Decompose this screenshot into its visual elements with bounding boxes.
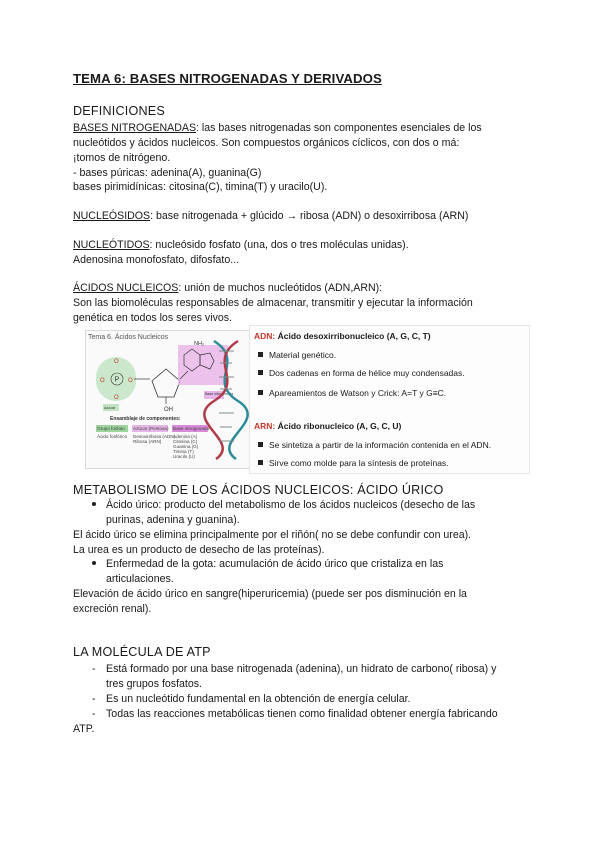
meta-bullet1-text-1: Ácido úrico: producto del metabolismo de los ácidos nucleicos (desecho de las [106, 499, 476, 511]
meta-text-2: La urea es un producto de desecho de las proteínas). [73, 544, 325, 556]
phosphate-o-top: O [114, 359, 119, 365]
sugar-label: Azúcar [104, 406, 116, 410]
adn-item-0 [258, 349, 336, 361]
meta-text-1: El ácido úrico se elimina principalmente por el riñón( no se debe confundir con urea). [73, 529, 472, 541]
meta-text-4: excreción renal). [73, 603, 152, 615]
meta-bullet1-text-2: purinas, adenina y guanina). [106, 514, 240, 526]
bases-text-2: nucleótidos y ácidos nucleicos. Son compuestos orgánicos cíclicos, con dos o má: [73, 137, 460, 149]
col2-val-1: Ribosa (ARN) [133, 439, 162, 444]
square-bullet-icon [258, 460, 263, 465]
atp-item3-text: Todas las reacciones metabólicas tienen como finalidad obtener energía fabricando [106, 708, 498, 720]
nucleosidos-line [73, 209, 468, 224]
bases-text-4: - bases púricas: adenina(A), guanina(G) [73, 167, 262, 179]
page-title: TEMA 6: BASES NITROGENADAS Y DERIVADOS [73, 71, 382, 86]
adn-title: Ácido desoxirribonucleico (A, G, C, T) [275, 331, 431, 341]
arn-item-1 [258, 457, 449, 469]
phosphate-o-bottom: O [114, 395, 119, 401]
col3-val-4: Uracilo (U) [173, 454, 195, 459]
meta-text-3: Elevación de ácido úrico en sangre(hiperuricemia) (puede ser pos disminución en la [73, 588, 467, 600]
atp-dash-3: - [92, 708, 96, 720]
nucleotidos-text-2: Adenosina monofosfato, difosfato... [73, 254, 240, 266]
square-bullet-icon [258, 352, 263, 357]
nucleosidos-text: : base nitrogenada + glúcido → ribosa (ADN) o desoxirribosa (ARN) [150, 210, 469, 222]
acidos-term: ÁCIDOS NUCLEICOS [73, 282, 179, 294]
adn-item-0-text: Material genético. [269, 350, 337, 360]
meta-bullet2-text-2: articulaciones. [106, 573, 174, 585]
arn-item-0 [258, 439, 491, 451]
acidos-line-1 [73, 281, 382, 296]
acidos-text-2: Son las biomoléculas responsables de almacenar, transmitir y ejecutar la información [73, 297, 473, 309]
adn-item-2 [258, 387, 446, 399]
atp-heading: LA MOLÉCULA DE ATP [73, 645, 211, 659]
definiciones-heading: DEFINICIONES [73, 104, 165, 118]
bullet-icon [92, 502, 96, 506]
square-bullet-icon [258, 442, 263, 447]
atp-item1-text-1: Está formado por una base nitrogenada (adenina), un hidrato de carbono( ribosa) y [106, 663, 497, 675]
phosphate-o-right: O [128, 378, 133, 384]
sugar-oh: OH [164, 407, 173, 413]
bases-line-1 [73, 121, 482, 136]
arn-item-1-text: Sirve como molde para la síntesis de proteínas. [269, 458, 449, 468]
metabolismo-heading: METABOLISMO DE LOS ÁCIDOS NUCLEICOS: ÁCIDO ÚRICO [73, 483, 444, 497]
nh2-label: NH₂ [194, 341, 205, 347]
nucleotidos-term: NUCLEÓTIDOS [73, 239, 150, 251]
col3-val-1: Citosina (C) [173, 439, 198, 444]
adn-item-1-text: Dos cadenas en forma de hélice muy condensadas. [269, 368, 465, 378]
phosphate-o-left: O [100, 378, 105, 384]
adn-arn-panel [249, 325, 530, 474]
meta-bullet-1 [92, 498, 102, 513]
nucleotidos-text-1: : nucleósido fosfato (una, dos o tres moléculas unidas). [149, 239, 409, 251]
atp-item3-cont: ATP. [73, 723, 95, 735]
bases-text-5: bases pirimidínicas: citosina(C), timina(T) y uracilo(U). [73, 181, 328, 193]
acidos-text-3: genética en todos los seres vivos. [73, 312, 232, 324]
square-bullet-icon [258, 390, 263, 395]
phosphate-p: P [114, 376, 120, 384]
nucleotidos-line-1 [73, 238, 409, 253]
bullet-icon [92, 561, 96, 565]
col2-val-0: Desoxirribosa (ADN) [133, 434, 176, 439]
atp-item1-text-2: tres grupos fosfatos. [106, 678, 202, 690]
sugar-ring [152, 369, 180, 397]
col3-val-0: Adenina (A) [173, 434, 198, 439]
nucleosidos-term: NUCLEÓSIDOS [73, 210, 151, 222]
square-bullet-icon [258, 370, 263, 375]
arn-item-0-text: Se sintetiza a partir de la información contenida en el ADN. [269, 440, 492, 450]
figure-left-title: Tema 6. Ácidos Nucleicos [88, 334, 169, 341]
base-label: Base nitrogenada [205, 392, 234, 396]
arn-title: Ácido ribonucleico (A, G, C, U) [275, 421, 402, 431]
adn-item-1 [258, 367, 465, 379]
bases-text-1: : las bases nitrogenadas son componentes esenciales de los [196, 122, 482, 134]
adn-title-line [254, 330, 431, 342]
atp-dash-2: - [92, 693, 96, 705]
ensamblaje-title: Ensamblaje de componentes: [110, 416, 181, 422]
acidos-text-1: : unión de muchos nucleótidos (ADN,ARN): [178, 282, 383, 294]
col3-val-2: Guanina (G) [173, 444, 199, 449]
col3-val-3: Timina (T) [173, 449, 194, 454]
bases-term: BASES NITROGENADAS [73, 122, 197, 134]
col3-head: Base nitrogenada [173, 426, 210, 431]
adn-item-2-text: Apareamientos de Watson y Crick: A=T y G≡C. [269, 388, 447, 398]
arn-prefix: ARN: [254, 421, 276, 431]
bases-text-3: ¡tomos de nitrógeno. [73, 152, 171, 164]
meta-bullet-2 [92, 557, 102, 572]
atp-dash-1: - [92, 663, 96, 675]
atp-item2-text: Es un nucleótido fundamental en la obtención de energía celular. [106, 693, 411, 705]
col1-head: Grupo fosfato [97, 426, 125, 431]
adn-prefix: ADN: [254, 331, 276, 341]
meta-bullet2-text-1: Enfermedad de la gota: acumulación de ácido úrico que cristaliza en las [106, 558, 444, 570]
col2-head: Azúcar (Pentosa) [133, 426, 169, 431]
arn-title-line [254, 420, 401, 432]
col1-val: Ácido fosfórico [97, 434, 128, 439]
